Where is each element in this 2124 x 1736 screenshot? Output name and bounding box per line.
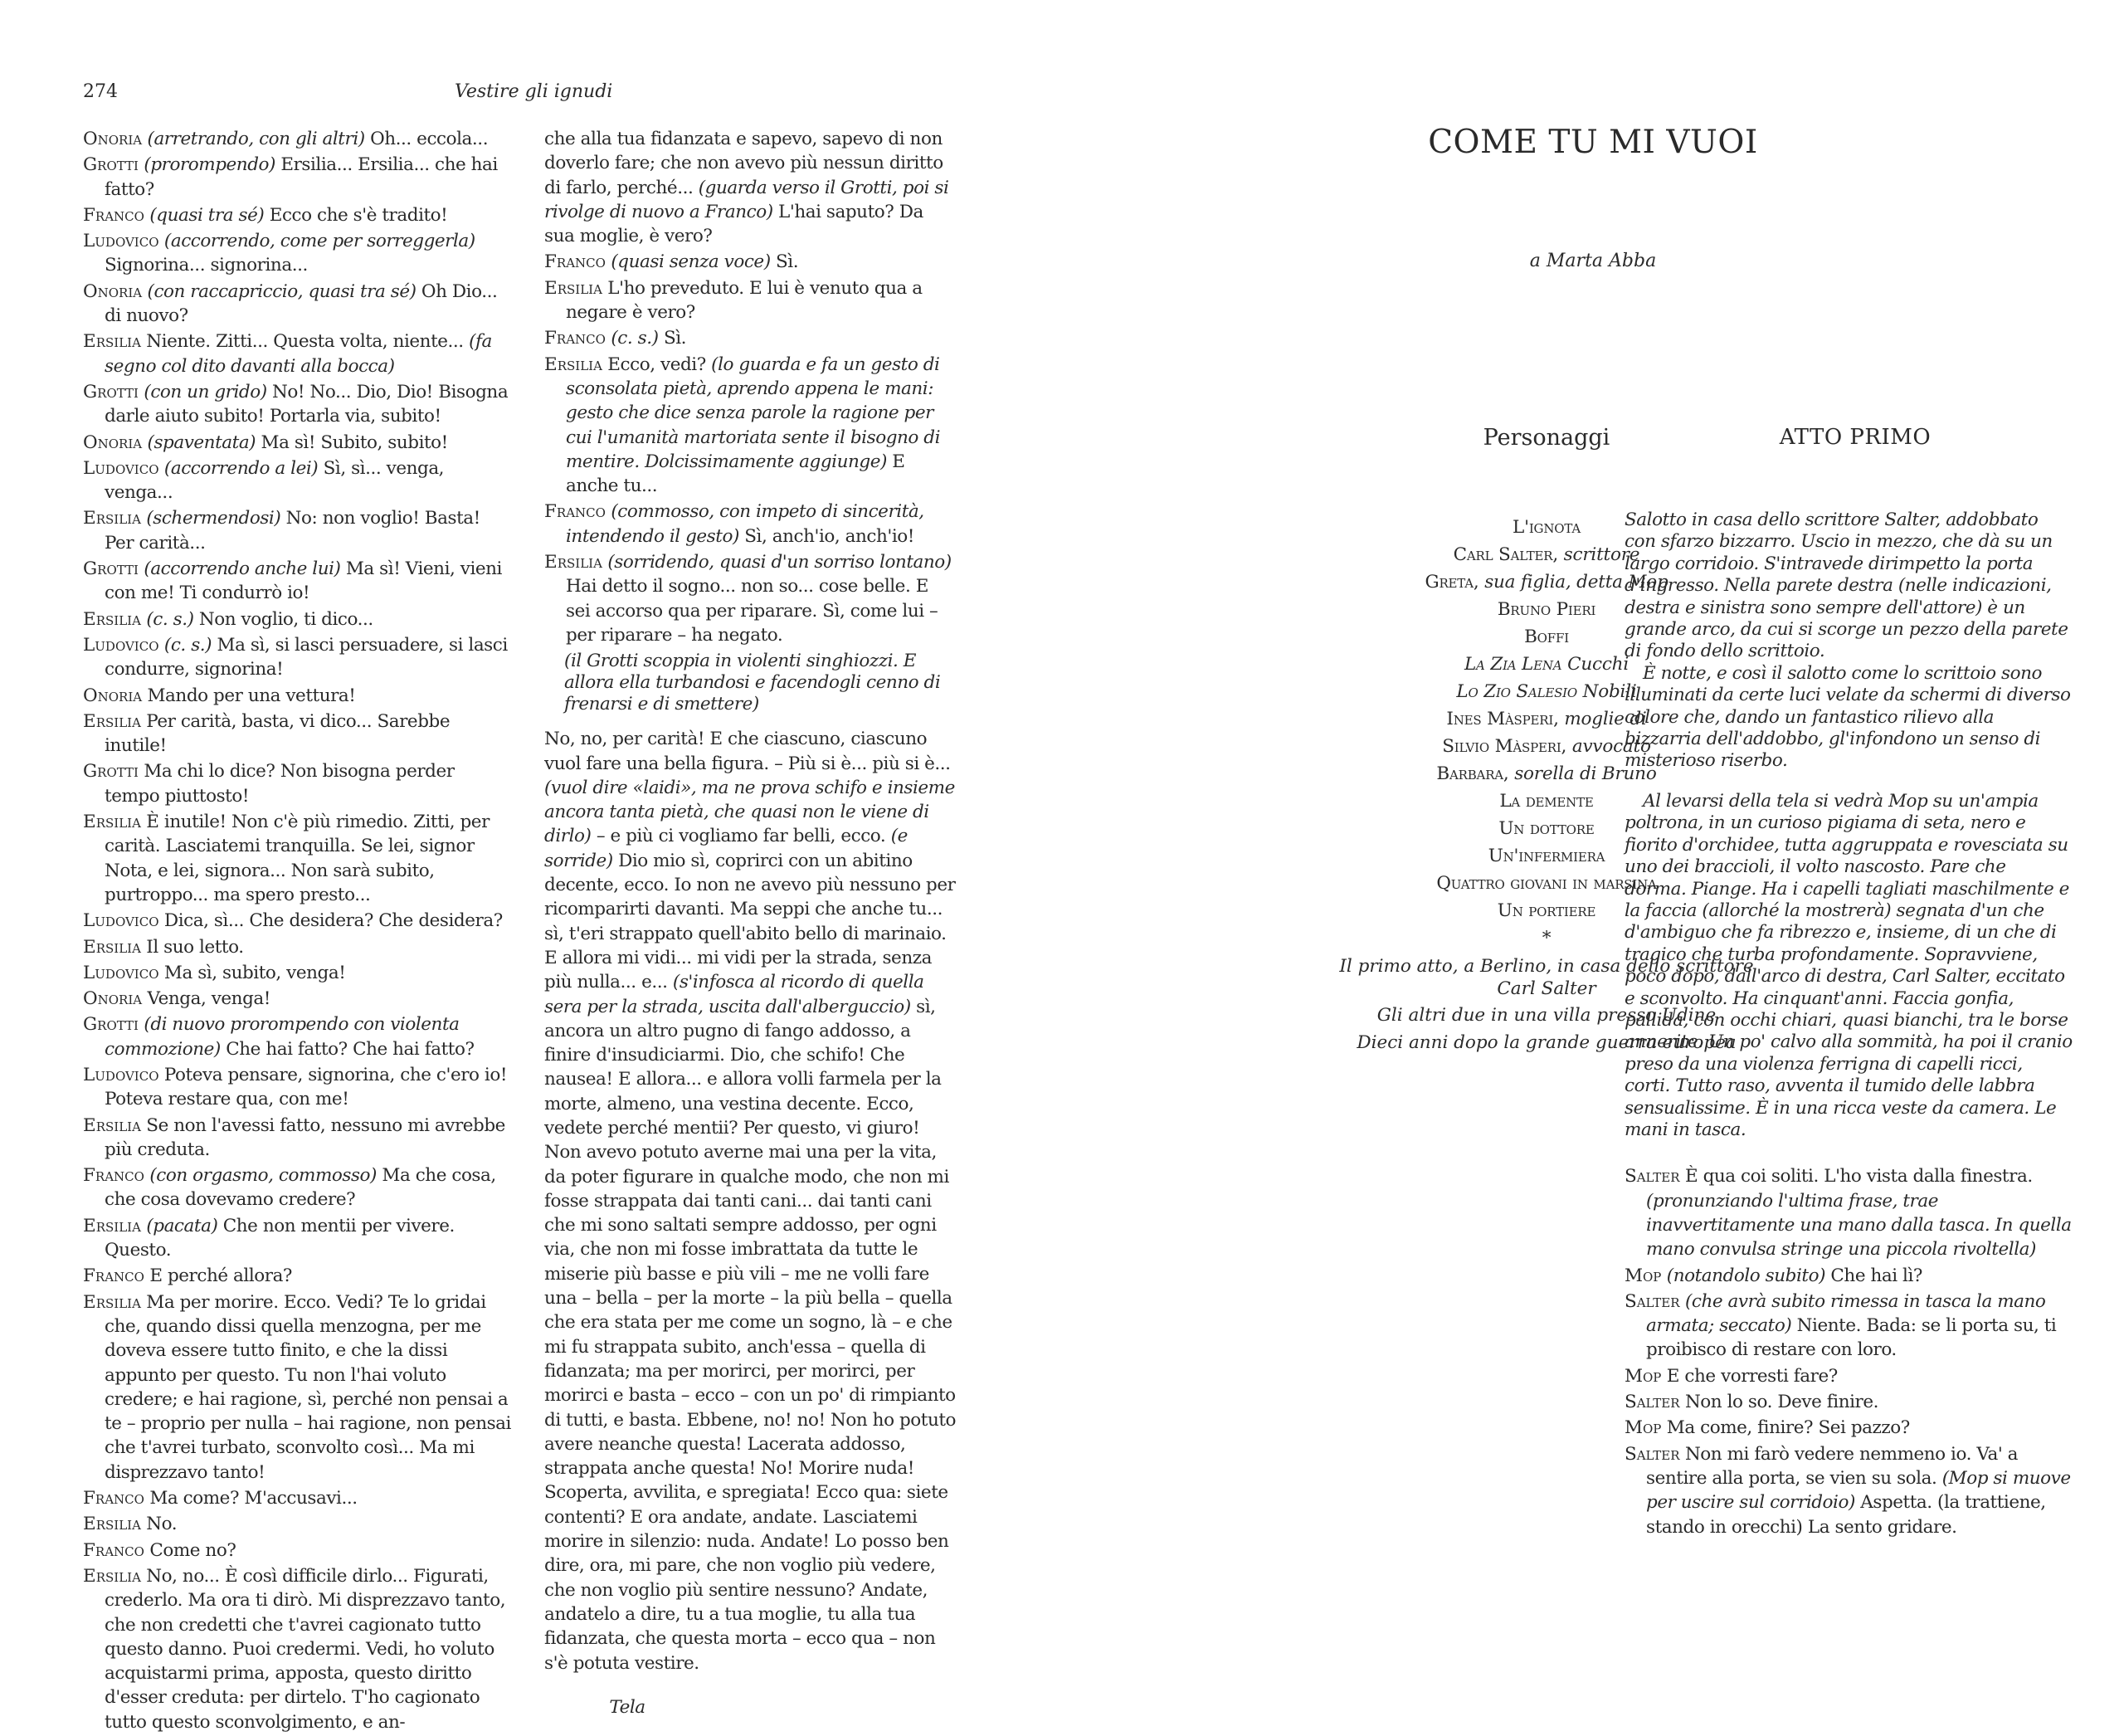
speech	[1625, 1264, 2073, 1288]
running-title: Vestire gli ignudi	[455, 81, 613, 102]
cast-name: Carl Salter,	[1453, 544, 1559, 565]
stage-direction: (sorridendo, quasi d'un sorriso lontano)	[607, 552, 952, 573]
speaker-name: Grotti	[83, 558, 139, 580]
stage-direction: (lo guarda e fa un gesto di sconsolata pietà, aprendo appena le mani: gesto che dice senza parole la ragione per cui l'umanità martoriata sente il bisogno di mentire. Dolcissimamente aggiunge)	[566, 354, 941, 472]
speaker-name: Onoria	[83, 432, 143, 453]
stage-description: È notte, e così il salotto come lo scrittoio sono illuminati da certe luci velate da schermi di diverso colore che, dando un fantastico rilievo alla bizzarria dell'addobbo, gl'infondono un senso di misterioso riserbo.	[1625, 662, 2071, 772]
stage-direction: (prorompendo)	[144, 154, 275, 176]
speech	[83, 1214, 511, 1263]
speech-text: Sì.	[658, 328, 687, 349]
cast-description: moglie di	[1558, 709, 1647, 729]
speech-text: Mando per una vettura!	[142, 685, 356, 706]
speech-text: L'hai saputo? Da sua moglie, è vero?	[544, 201, 923, 247]
speaker-name: Ersilia	[83, 710, 141, 732]
speech	[83, 1564, 511, 1734]
speech	[83, 909, 511, 933]
cast-name: Barbara,	[1436, 763, 1509, 784]
speaker-name: Grotti	[83, 761, 139, 783]
speech	[83, 1063, 511, 1112]
stage-direction: (pacata)	[146, 1215, 218, 1236]
dedication: a Marta Abba	[1529, 251, 1657, 271]
speech-text: L'ho preveduto. E lui è venuto qua a negare è vero?	[566, 277, 923, 324]
speaker-name: Ludovico	[83, 962, 159, 983]
speaker-name: Franco	[83, 1265, 144, 1287]
speaker-name: Grotti	[83, 154, 139, 176]
speech	[1625, 1164, 2073, 1261]
speech	[1625, 1390, 2073, 1414]
cast-name: Greta,	[1425, 572, 1479, 592]
speaker-name: Onoria	[83, 280, 143, 302]
speech-text: Ecco che s'è tradito!	[264, 204, 448, 226]
speech-text: Sì, anch'io, anch'io!	[738, 525, 914, 547]
speech	[83, 607, 511, 631]
speech	[544, 276, 957, 325]
stage-direction: (con raccapriccio, quasi tra sé)	[147, 280, 417, 302]
speech	[544, 353, 957, 499]
speech-text: Dica, sì... Che desidera? Che desidera?	[158, 910, 503, 932]
speech	[1625, 1290, 2073, 1363]
speech-text: Signorina... signorina...	[105, 255, 308, 276]
speaker-name: Onoria	[83, 129, 143, 149]
speech	[83, 961, 511, 985]
speech-text: Ma sì, subito, venga!	[158, 962, 346, 983]
speech-text: che alla tua fidanzata e sapevo, sapevo di non doverlo fare; che non avevo più nessun diritto di farlo, perché...	[544, 129, 943, 198]
speech-text: Ma sì, si lasci persuadere, si lasci condurre, signorina!	[105, 634, 508, 680]
cast-description: sua figlia, detta Mop	[1479, 572, 1669, 592]
speech	[83, 329, 511, 378]
stage-direction: (con un grido)	[144, 381, 267, 402]
act-one-column	[1625, 510, 2073, 1541]
speech	[83, 710, 511, 758]
speaker-name: Franco	[544, 501, 606, 523]
speech-text: Poteva pensare, signorina, che c'ero io! Poteva restare qua, con me!	[105, 1064, 508, 1110]
speech-text: Sì.	[770, 251, 799, 273]
speaker-name: Grotti	[83, 1014, 139, 1036]
cast-name: *	[1542, 928, 1552, 948]
stage-direction: (quasi senza voce)	[611, 251, 771, 273]
speech-text: Che hai fatto? Che hai fatto?	[220, 1038, 475, 1060]
speech-text: E perché allora?	[144, 1265, 293, 1287]
speech-text: Venga, venga!	[142, 988, 270, 1010]
cast-name: Quattro giovani in marsina	[1436, 873, 1657, 894]
speaker-name: Ersilia	[83, 508, 141, 529]
speech	[1625, 1416, 2073, 1440]
speech	[83, 1264, 511, 1288]
speech	[1625, 1364, 2073, 1388]
stage-direction: (vuol dire «laidi», ma ne prova schifo e insieme ancora tanta pietà, che quasi non le viene di dirlo)	[544, 777, 955, 847]
speaker-name: Ersilia	[83, 1514, 141, 1535]
curtain-label: Tela	[609, 1696, 645, 1718]
speech-text: Ma che cosa, che cosa dovevamo credere?	[105, 1165, 496, 1211]
speech	[83, 506, 511, 555]
speaker-name: Salter	[1625, 1392, 1680, 1413]
speech-text: Se non l'avessi fatto, nessuno mi avrebbe più creduta.	[105, 1114, 505, 1160]
cast-name: Un portiere	[1497, 900, 1596, 921]
stage-direction: (accorrendo anche lui)	[144, 558, 341, 580]
speaker-name: Ersilia	[83, 331, 141, 353]
cast-description: Nobili	[1576, 681, 1637, 702]
speaker-name: Ersilia	[544, 354, 602, 375]
speaker-name: Salter	[1625, 1443, 1680, 1465]
monologue	[544, 727, 957, 1675]
speech-text: Ersilia... Ersilia... che hai fatto?	[105, 154, 498, 200]
cast-description: avvocato	[1566, 736, 1651, 757]
cast-name: Ines Màsperi,	[1446, 709, 1559, 729]
speech-text: E anche tu...	[566, 451, 905, 497]
speech	[83, 1486, 511, 1510]
speaker-name: Ersilia	[544, 552, 602, 573]
setting-line: Il primo atto, a Berlino, in casa dello scrittore Carl Salter	[1339, 956, 1754, 999]
speech-text: No, no, per carità! E che ciascuno, ciascuno vuol fare una bella figura. – Più si è... più si è...	[544, 729, 951, 774]
speaker-name: Ludovico	[83, 634, 159, 656]
left-column-2	[544, 127, 957, 1719]
speech	[83, 1539, 511, 1563]
stage-direction: (pronunziando l'ultima frase, trae inavvertitamente una mano dalla tasca. In quella mano convulsa stringe una piccola rivoltella)	[1646, 1190, 2072, 1261]
cast-name: L'ignota	[1513, 517, 1581, 538]
speech-text: No: non voglio! Basta! Per carità...	[105, 508, 480, 553]
speech-text: Ma sì! Subito, subito!	[256, 432, 448, 453]
dialogue	[1625, 1164, 2073, 1539]
cast-name: Bruno Pieri	[1497, 599, 1596, 620]
speech-text: Per carità, basta, vi dico... Sarebbe inutile!	[105, 710, 451, 757]
stage-direction: (guarda verso il Grotti, poi si rivolge di nuovo a Franco)	[544, 177, 949, 222]
speech	[544, 326, 957, 350]
speaker-name: Franco	[544, 251, 606, 273]
speech	[83, 431, 511, 455]
stage-direction: (schermendosi)	[146, 508, 281, 529]
stage-direction: (Mop si muove per uscire sul corridoio)	[1646, 1467, 2071, 1514]
speech-text: Oh... eccola...	[364, 129, 489, 149]
stage-direction: (fa segno col dito davanti alla bocca)	[105, 331, 492, 377]
speaker-name: Ludovico	[83, 910, 159, 932]
stage-direction: (che avrà subito rimessa in tasca la mano armata; seccato)	[1646, 1290, 2046, 1337]
speaker-name: Franco	[83, 204, 144, 226]
stage-description: Al levarsi della tela si vedrà Mop su un'ampia poltrona, in un curioso pigiama di seta, nero e fiorito d'orchidee, tutta aggruppata e rovesciata su uno dei braccioli, il volto nascosto. Pare che dorma. Piange. Ha i capelli tagliati maschilmente e la faccia (allorché la mostrerà) segnata d'un che d'ambiguo che fa ribrezzo e, insieme, di un che di tragico che turba profondamente. Sopravviene, poco dopo, dall'arco di destra, Carl Salter, eccitato e sconvolto. Ha cinquant'anni. Faccia gonfia, pallida, con occhi chiari, quasi bianchi, tra le borse annerite. Un po' calvo alla sommità, ha poi il cranio preso da una violenza ferrigna di capelli ricci, corti. Tutto raso, avventa il tumido delle labbra sensualissime. È in una ricca veste da camera. Le mani in tasca.	[1625, 790, 2073, 1140]
speech	[83, 380, 511, 429]
speech-text: Che non mentii per vivere. Questo.	[105, 1215, 455, 1261]
speech	[83, 633, 511, 682]
stage-direction: (c. s.)	[163, 634, 212, 656]
speech-text: Ma come, finire? Sei pazzo?	[1661, 1417, 1910, 1439]
speech-text: No! No... Dio, Dio! Bisogna darle aiuto subito! Portarla via, subito!	[105, 381, 509, 427]
cast-name: Un'infermiera	[1488, 846, 1605, 866]
speech-text: E che vorresti fare?	[1661, 1365, 1838, 1387]
setting-line: Dieci anni dopo la grande guerra europea	[1357, 1031, 1737, 1053]
speech	[83, 203, 511, 227]
speech-text: Ma per morire. Ecco. Vedi? Te lo gridai che, quando dissi quella menzogna, per me doveva essere tutto finito, e che la dissi appunto per questo. Tu non l'hai voluto credere; e hai ragione, sì, perché non pensai a te – proprio per nulla – hai ragione, non pensai che t'avrei turbato, sconvolto così... Ma mi disprezzavo tanto!	[105, 1291, 511, 1483]
stage-direction: (s'infosca al ricordo di quella sera per la strada, uscita dall'alberguccio)	[544, 972, 924, 1017]
speech-text: No.	[140, 1514, 178, 1535]
stage-direction: (c. s.)	[146, 608, 194, 630]
speaker-name: Ludovico	[83, 1064, 159, 1085]
stage-direction-block: (il Grotti scoppia in violenti singhiozzi. E allora ella turbandosi e facendogli cenno di frenarsi e di smettere)	[564, 651, 941, 715]
speech	[83, 153, 511, 202]
speech-continuation	[544, 127, 957, 248]
speaker-name: Ersilia	[83, 936, 141, 958]
speaker-name: Onoria	[83, 685, 143, 706]
cast-name: Un dottore	[1498, 818, 1595, 839]
speech-text: Ma chi lo dice? Non bisogna perder tempo piuttosto!	[105, 761, 455, 807]
cast-heading: Personaggi	[1483, 425, 1610, 451]
speaker-name: Ludovico	[83, 231, 159, 252]
stage-direction: (spaventata)	[147, 432, 256, 453]
speaker-name: Onoria	[83, 988, 143, 1010]
speech	[83, 684, 511, 708]
speaker-name: Ersilia	[83, 608, 141, 630]
cast-description: scrittore	[1558, 544, 1640, 565]
speech	[544, 500, 957, 549]
speech-text: Che hai lì?	[1825, 1265, 1922, 1286]
cast-description: sorella di Bruno	[1508, 763, 1657, 784]
page-number: 274	[83, 81, 118, 102]
speech-text: Non mi farò vedere nemmeno io. Va' a sentire alla porta, se vien su sola.	[1646, 1443, 2019, 1489]
speaker-name: Salter	[1625, 1290, 1680, 1312]
speech-text: È qua coi soliti. L'ho vista dalla finestra.	[1679, 1166, 2033, 1187]
cast-name: La demente	[1499, 791, 1594, 812]
speaker-name: Franco	[83, 1165, 144, 1187]
speech-text: Ecco, vedi?	[602, 354, 706, 375]
speech-text: Non lo so. Deve finire.	[1679, 1392, 1879, 1413]
speaker-name: Franco	[83, 1488, 144, 1509]
speech-text: – e più ci vogliamo far belli, ecco.	[591, 826, 886, 847]
stage-description: Salotto in casa dello scrittore Salter, addobbato con sfarzo bizzarro. Uscio in mezzo, che dà su un largo corridoio. S'intravede dirimpetto la porta d'ingresso. Nella parete destra (nelle indicazioni, destra e sinistra sono sempre dell'attore) è un grande arco, da cui si scorge un pezzo della parete di fondo dello scrittoio.	[1625, 510, 2068, 662]
speaker-name: Mop	[1625, 1265, 1662, 1286]
speech	[83, 280, 511, 329]
stage-direction: (accorrendo a lei)	[163, 457, 319, 479]
speaker-name: Franco	[544, 328, 606, 349]
speaker-name: Ersilia	[83, 1215, 141, 1236]
speech	[83, 987, 511, 1011]
speaker-name: Ersilia	[83, 812, 141, 833]
speech-text: Oh Dio... di nuovo?	[105, 280, 498, 327]
speech	[544, 250, 957, 274]
speech-text: No, no... È così difficile dirlo... Figurati, crederlo. Ma ora ti dirò. Mi disprezzavo tanto, che non credetti che t'avrei cagionato tutto questo danno. Puoi credermi. Vedi, ho voluto acquistarmi prima, apposta, questo diritto d'esser creduta: per dirtelo. T'ho cagionato tutto questo sconvolgimento, e an-	[105, 1565, 506, 1733]
speech-text: Il suo letto.	[140, 936, 244, 958]
speaker-name: Mop	[1625, 1417, 1662, 1439]
speech	[83, 1114, 511, 1163]
speech	[83, 456, 511, 505]
speech-text: sì, ancora un altro pugno di fango addosso, a finire d'insudiciarmi. Dio, che schifo! Che nausea! E allora... e allora volli farmela per la morte, almeno, una vestina decente. Ecco, vedete perché mentii? Per questo, vi giuro! Non avevo potuto averne mai una per la vita, da poter figurare in qualche modo, che non mi fosse strappata dai tanti cani... dai tanti cani che mi sono saltati sempre addosso, per ogni via, che non mi fosse imbrattata da tutte le miserie più basse e più vili – me ne volli fare una – bella – per la morte – la più bella – quella che era stata per me come un sogno, là – e che mi fu strappata subito, anch'essa – quella di fidanzata; ma per morirci, per morirci, per morirci e basta – ecco – con un po' di rimpianto di tutti, e basta. Ebbene, no! no! Non ho potuto avere neanche questa! Lacerata addosso, strappata anche questa! No! Morire nuda! Scoperta, avvilita, e spregiata! Ecco qua: siete contenti? E ora andate, andate. Lasciatemi morire in silenzio: nuda. Andate! Lo posso ben dire, ora, mi pare, che non voglio più vedere, che non voglio più sentire nessuno? Andate, andatelo a dire, tu a tua moglie, tu alla tua fidanzata, che questa morta – ecco qua – non s'è potuta vestire.	[544, 996, 957, 1674]
stage-direction: (accorrendo, come per sorreggerla)	[163, 231, 475, 252]
speech-text: Ma sì! Vieni, vieni con me! Ti condurrò io!	[105, 558, 502, 604]
speaker-name: Ersilia	[83, 1291, 141, 1313]
speech	[1625, 1442, 2073, 1539]
play-title: COME TU MI VUOI	[1428, 124, 1758, 161]
speech-text: È inutile! Non c'è più rimedio. Zitti, per carità. Lasciatemi tranquilla. Se lei, signor Nota, e lei, signora... Non sarà subito, purtroppo... ma spero presto...	[105, 812, 490, 905]
speaker-name: Mop	[1625, 1365, 1662, 1387]
speech	[83, 1012, 511, 1061]
cast-name: Silvio Màsperi,	[1442, 736, 1567, 757]
speech-text: Hai detto il sogno... non so... cose belle. E sei accorso qua per riparare. Sì, come lui – per riparare – ha negato.	[566, 576, 938, 646]
cast-name: La Zia Lena	[1464, 654, 1562, 675]
speaker-name: Salter	[1625, 1166, 1680, 1187]
setting-line: Gli altri due in una villa presso Udine	[1376, 1005, 1717, 1026]
stage-direction: (quasi tra sé)	[149, 204, 265, 226]
left-page	[0, 0, 1062, 1733]
stage-direction: (c. s.)	[611, 328, 659, 349]
stage-direction: (di nuovo prorompendo con violenta commozione)	[105, 1014, 460, 1060]
speech	[83, 557, 511, 606]
stage-direction: (notandolo subito)	[1661, 1265, 1826, 1286]
speaker-name: Ersilia	[544, 277, 602, 299]
stage-direction: (con orgasmo, commosso)	[149, 1165, 377, 1187]
speech	[83, 935, 511, 959]
speech	[83, 1163, 511, 1212]
cast-description: Cucchi	[1561, 654, 1629, 675]
left-column-1	[83, 127, 511, 1736]
stage-direction: (arretrando, con gli altri)	[147, 129, 365, 149]
speech-text: Sì, sì... venga, venga...	[105, 457, 445, 504]
speech-text: Niente. Bada: se li porta su, ti proibisco di restare con loro.	[1646, 1315, 2057, 1361]
speech-text: Come no?	[144, 1539, 236, 1561]
speech-text: Aspetta. (la trattiene, stando in orecchi) La sento gridare.	[1646, 1492, 2046, 1538]
speech	[544, 550, 957, 647]
speech-text: Dio mio sì, coprirci con un abitino decente, ecco. Io non ne avevo più nessuno per ricomparirti davanti. Ma seppi che anche tu... sì, t'eri strappato quell'abito bello di marinaio. E allora mi vidi... mi vidi per la strada, senza più nulla... e...	[544, 850, 956, 993]
speech	[83, 759, 511, 808]
speaker-name: Grotti	[83, 381, 139, 402]
speaker-name: Franco	[83, 1539, 144, 1561]
speaker-name: Ersilia	[83, 1565, 141, 1587]
speech-text: Niente. Zitti... Questa volta, niente...	[140, 331, 464, 353]
cast-name: Boffi	[1524, 627, 1569, 647]
speech	[83, 810, 511, 907]
speaker-name: Ludovico	[83, 457, 159, 479]
act-heading: ATTO PRIMO	[1779, 425, 1932, 450]
speech	[83, 229, 511, 278]
stage-direction: (e sorride)	[544, 826, 908, 871]
cast-name: Lo Zio Salesio	[1456, 681, 1577, 702]
speech	[83, 127, 511, 151]
speech	[83, 1290, 511, 1485]
speaker-name: Ersilia	[83, 1114, 141, 1136]
stage-direction: (commosso, con impeto di sincerità, intendendo il gesto)	[566, 501, 924, 547]
speech-text: Non voglio, ti dico...	[193, 608, 373, 630]
speech-text: Ma come? M'accusavi...	[144, 1488, 358, 1509]
